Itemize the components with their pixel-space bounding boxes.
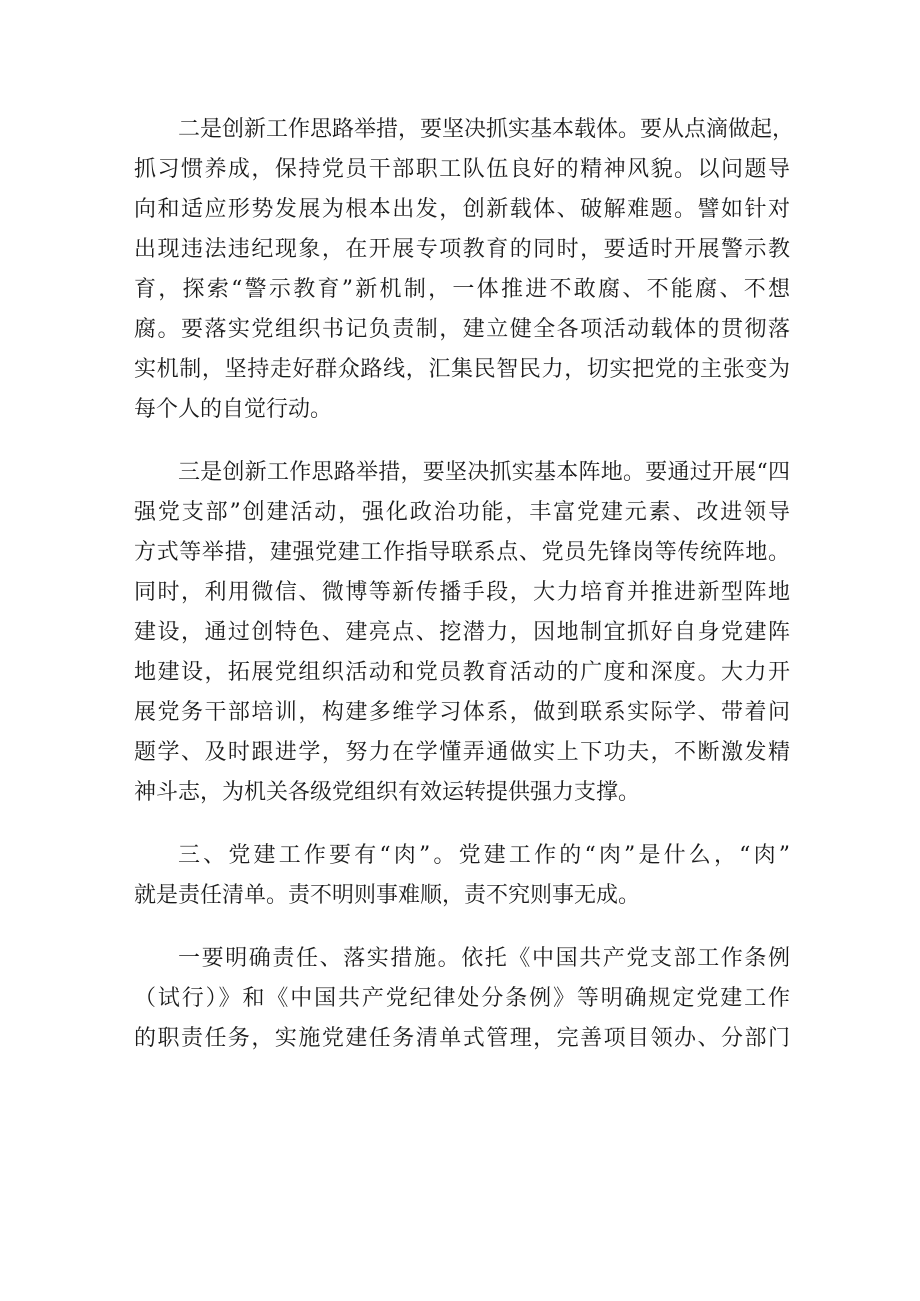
text-line: 三是创新工作思路举措，要坚决抓实基本阵地。要通过开展“四 <box>178 460 790 485</box>
paragraph-gap <box>134 430 790 453</box>
text-line: 建设，通过创特色、建亮点、挖潜力，因地制宜抓好自身党建阵 <box>134 620 790 645</box>
text-line: 向和适应形势发展为根本出发，创新载体、破解难题。譬如针对 <box>134 197 790 222</box>
text-line: 出现违法违纪现象，在开展专项教育的同时，要适时开展警示教 <box>134 237 790 262</box>
text-line: 题学、及时跟进学，努力在学懂弄通做实上下功夫，不断激发精 <box>134 740 790 765</box>
paragraph-innovation-position <box>134 453 790 813</box>
text-line: 实机制，坚持走好群众路线，汇集民智民力，切实把党的主张变为 <box>134 357 790 382</box>
text-line: 的职责任务，实施党建任务清单式管理，完善项目领办、分部门 <box>134 1026 790 1051</box>
text-line: 展党务干部培训，构建多维学习体系，做到联系实际学、带着问 <box>134 700 790 725</box>
text-line: 育，探索“警示教育”新机制，一体推进不敢腐、不能腐、不想 <box>134 277 790 302</box>
paragraph-clarify-responsibility <box>134 939 790 1059</box>
text-line: 三、党建工作要有“肉”。党建工作的“肉”是什么，“肉” <box>178 843 790 868</box>
text-line: 地建设，拓展党组织活动和党员教育活动的广度和深度。大力开 <box>134 660 790 685</box>
text-line: 同时，利用微信、微博等新传播手段，大力培育并推进新型阵地 <box>134 580 790 605</box>
text-line: 腐。要落实党组织书记负责制，建立健全各项活动载体的贯彻落 <box>134 317 790 342</box>
text-line: 方式等举措，建强党建工作指导联系点、党员先锋岗等传统阵地。 <box>134 540 790 565</box>
text-line: 强党支部”创建活动，强化政治功能，丰富党建元素、改进领导 <box>134 500 790 525</box>
text-line: 就是责任清单。责不明则事难顺，责不究则事无成。 <box>134 883 641 908</box>
paragraph-section-three-heading <box>134 836 790 916</box>
paragraph-gap <box>134 916 790 939</box>
paragraph-innovation-carrier <box>134 110 795 430</box>
text-line: 一要明确责任、落实措施。依托《中国共产党支部工作条例 <box>178 946 790 971</box>
text-line: 每个人的自觉行动。 <box>134 397 333 422</box>
text-line: 二是创新工作思路举措，要坚决抓实基本载体。要从点滴做起， <box>178 117 795 142</box>
text-line: （试行）》和《中国共产党纪律处分条例》等明确规定党建工作 <box>134 986 790 1011</box>
document-body <box>134 110 795 1059</box>
paragraph-gap <box>134 813 790 836</box>
text-line: 神斗志，为机关各级党组织有效运转提供强力支撑。 <box>134 780 641 805</box>
text-line: 抓习惯养成，保持党员干部职工队伍良好的精神风貌。以问题导 <box>134 157 790 182</box>
